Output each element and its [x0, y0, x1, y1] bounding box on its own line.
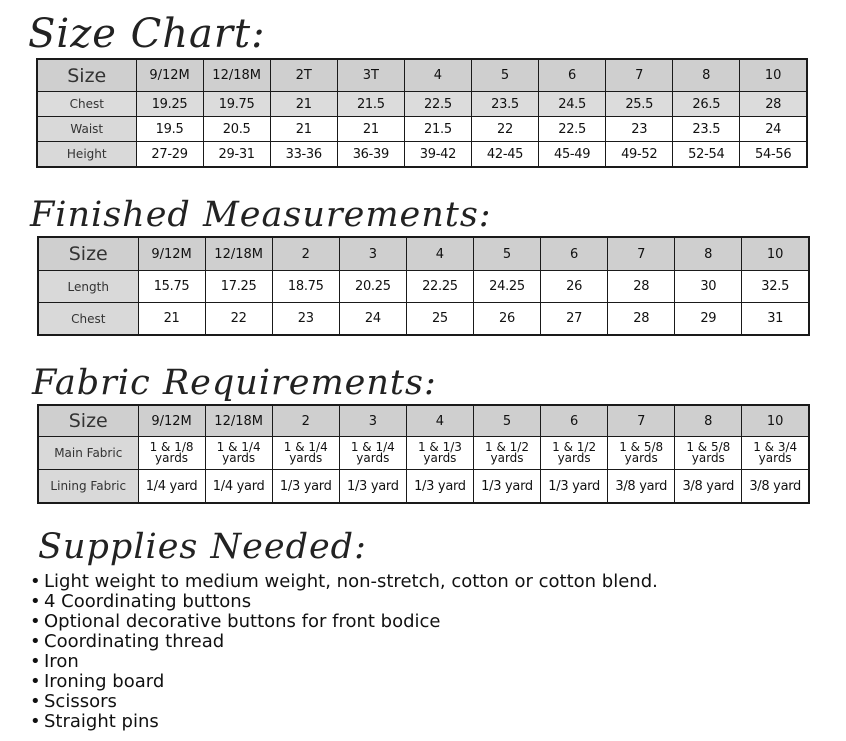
table-cell: 33-36: [270, 142, 337, 168]
table-cell: 26: [473, 303, 540, 336]
table-cell: 1 & 1/2 yards: [473, 437, 540, 470]
table-cell: 28: [608, 303, 675, 336]
table-cell: 21: [138, 303, 205, 336]
table-cell: 1 & 1/4 yards: [272, 437, 339, 470]
table-row: [38, 437, 809, 470]
size-header-label: Size: [38, 237, 138, 271]
size-column-header: 3T: [337, 59, 404, 92]
table-cell: 23.5: [673, 117, 740, 142]
table-cell: 19.5: [136, 117, 203, 142]
table-cell: 21: [270, 92, 337, 117]
table-row: [37, 117, 807, 142]
bullet-icon: •: [30, 591, 41, 612]
size-header-label: Size: [37, 59, 136, 92]
size-column-header: 10: [742, 405, 809, 437]
size-column-header: 4: [404, 59, 471, 92]
table-cell: 27: [541, 303, 608, 336]
size-column-header: 4: [406, 237, 473, 271]
table-cell: 21.5: [404, 117, 471, 142]
size-column-header: 12/18M: [205, 237, 272, 271]
table-cell: 18.75: [272, 271, 339, 303]
finished-measurements-heading: Finished Measurements:: [30, 195, 492, 235]
table-cell: 49-52: [606, 142, 673, 168]
size-column-header: 9/12M: [138, 237, 205, 271]
table-cell: 21: [337, 117, 404, 142]
table-cell: 1 & 3/4 yards: [742, 437, 809, 470]
table-cell: 22: [471, 117, 538, 142]
table-cell: 36-39: [337, 142, 404, 168]
size-column-header: 6: [541, 237, 608, 271]
table-cell: 17.25: [205, 271, 272, 303]
table-cell: 22.5: [539, 117, 606, 142]
size-column-header: 10: [740, 59, 807, 92]
bullet-icon: •: [30, 631, 41, 652]
table-cell: 25: [406, 303, 473, 336]
table-cell: 27-29: [136, 142, 203, 168]
bullet-icon: •: [30, 691, 41, 712]
bullet-icon: •: [30, 671, 41, 692]
size-column-header: 2: [272, 237, 339, 271]
table-cell: 15.75: [138, 271, 205, 303]
fabric-requirements-heading: Fabric Requirements:: [32, 363, 437, 403]
table-row: [38, 303, 809, 336]
table-cell: 22.25: [406, 271, 473, 303]
size-column-header: 5: [473, 237, 540, 271]
fabric-requirements-table: [37, 404, 810, 504]
supply-item-text: Scissors: [44, 691, 117, 712]
size-column-header: 2: [272, 405, 339, 437]
table-cell: 42-45: [471, 142, 538, 168]
table-cell: 1/3 yard: [473, 470, 540, 504]
size-column-header: 7: [606, 59, 673, 92]
list-item: [30, 592, 830, 612]
size-column-header: 6: [541, 405, 608, 437]
table-cell: 52-54: [673, 142, 740, 168]
supplies-heading: Supplies Needed:: [38, 527, 367, 567]
row-label-height: Height: [37, 142, 136, 168]
table-cell: 21.5: [337, 92, 404, 117]
size-column-header: 7: [608, 405, 675, 437]
table-cell: 1 & 5/8 yards: [675, 437, 742, 470]
size-column-header: 12/18M: [205, 405, 272, 437]
table-row: [37, 142, 807, 168]
bullet-icon: •: [30, 651, 41, 672]
list-item: [30, 652, 830, 672]
list-item: [30, 672, 830, 692]
supply-item-text: Coordinating thread: [44, 631, 225, 652]
supply-item-text: Optional decorative buttons for front bodice: [44, 611, 441, 632]
table-cell: 3/8 yard: [608, 470, 675, 504]
table-cell: 28: [608, 271, 675, 303]
table-cell: 45-49: [539, 142, 606, 168]
table-cell: 26: [541, 271, 608, 303]
row-label-waist: Waist: [37, 117, 136, 142]
table-cell: 3/8 yard: [742, 470, 809, 504]
table-row: [38, 470, 809, 504]
table-cell: 20.5: [203, 117, 270, 142]
table-cell: 3/8 yard: [675, 470, 742, 504]
finished-measurements-table: [37, 236, 810, 336]
table-cell: 29-31: [203, 142, 270, 168]
row-label-main-fabric: Main Fabric: [38, 437, 138, 470]
size-chart-heading: Size Chart:: [28, 11, 266, 57]
list-item: [30, 692, 830, 712]
size-column-header: 2T: [270, 59, 337, 92]
bullet-icon: •: [30, 611, 41, 632]
table-cell: 28: [740, 92, 807, 117]
row-label-chest: Chest: [37, 92, 136, 117]
table-cell: 1/4 yard: [138, 470, 205, 504]
size-column-header: 12/18M: [203, 59, 270, 92]
list-item: [30, 612, 830, 632]
list-item: [30, 572, 830, 592]
fabric-requirements-header-row: [38, 405, 809, 437]
row-label-length: Length: [38, 271, 138, 303]
table-cell: 19.75: [203, 92, 270, 117]
supply-item-text: 4 Coordinating buttons: [44, 591, 252, 612]
table-cell: 54-56: [740, 142, 807, 168]
bullet-icon: •: [30, 711, 41, 732]
table-cell: 1/3 yard: [406, 470, 473, 504]
size-column-header: 8: [675, 405, 742, 437]
row-label-lining-fabric: Lining Fabric: [38, 470, 138, 504]
table-cell: 23.5: [471, 92, 538, 117]
size-column-header: 3: [339, 405, 406, 437]
table-cell: 1 & 1/8 yards: [138, 437, 205, 470]
table-cell: 1 & 1/4 yards: [339, 437, 406, 470]
size-column-header: 3: [339, 237, 406, 271]
table-cell: 1/3 yard: [339, 470, 406, 504]
size-column-header: 8: [675, 237, 742, 271]
table-cell: 1/3 yard: [272, 470, 339, 504]
table-cell: 19.25: [136, 92, 203, 117]
supply-item-text: Ironing board: [44, 671, 165, 692]
supply-item-text: Iron: [44, 651, 79, 672]
table-row: [37, 92, 807, 117]
size-column-header: 9/12M: [138, 405, 205, 437]
supply-item-text: Light weight to medium weight, non-stretch, cotton or cotton blend.: [44, 571, 658, 592]
size-column-header: 6: [539, 59, 606, 92]
table-cell: 30: [675, 271, 742, 303]
size-column-header: 5: [471, 59, 538, 92]
table-cell: 32.5: [742, 271, 809, 303]
size-column-header: 5: [473, 405, 540, 437]
size-column-header: 10: [742, 237, 809, 271]
table-cell: 1/4 yard: [205, 470, 272, 504]
table-cell: 1/3 yard: [541, 470, 608, 504]
finished-measurements-header-row: [38, 237, 809, 271]
table-cell: 1 & 5/8 yards: [608, 437, 675, 470]
table-cell: 25.5: [606, 92, 673, 117]
row-label-chest: Chest: [38, 303, 138, 336]
table-cell: 39-42: [404, 142, 471, 168]
bullet-icon: •: [30, 571, 41, 592]
table-cell: 23: [272, 303, 339, 336]
list-item: [30, 712, 830, 732]
table-cell: 22: [205, 303, 272, 336]
size-chart-table: [36, 58, 808, 168]
table-cell: 24: [339, 303, 406, 336]
size-column-header: 8: [673, 59, 740, 92]
size-chart-header-row: [37, 59, 807, 92]
table-cell: 24: [740, 117, 807, 142]
table-cell: 24.5: [539, 92, 606, 117]
table-cell: 31: [742, 303, 809, 336]
table-cell: 23: [606, 117, 673, 142]
supply-item-text: Straight pins: [44, 711, 159, 732]
table-row: [38, 271, 809, 303]
table-cell: 20.25: [339, 271, 406, 303]
table-cell: 24.25: [473, 271, 540, 303]
size-column-header: 9/12M: [136, 59, 203, 92]
table-cell: 26.5: [673, 92, 740, 117]
table-cell: 22.5: [404, 92, 471, 117]
size-header-label: Size: [38, 405, 138, 437]
table-cell: 29: [675, 303, 742, 336]
list-item: [30, 632, 830, 652]
table-cell: 1 & 1/4 yards: [205, 437, 272, 470]
table-cell: 1 & 1/2 yards: [541, 437, 608, 470]
size-column-header: 4: [406, 405, 473, 437]
table-cell: 1 & 1/3 yards: [406, 437, 473, 470]
supplies-list: [30, 572, 830, 732]
size-column-header: 7: [608, 237, 675, 271]
table-cell: 21: [270, 117, 337, 142]
